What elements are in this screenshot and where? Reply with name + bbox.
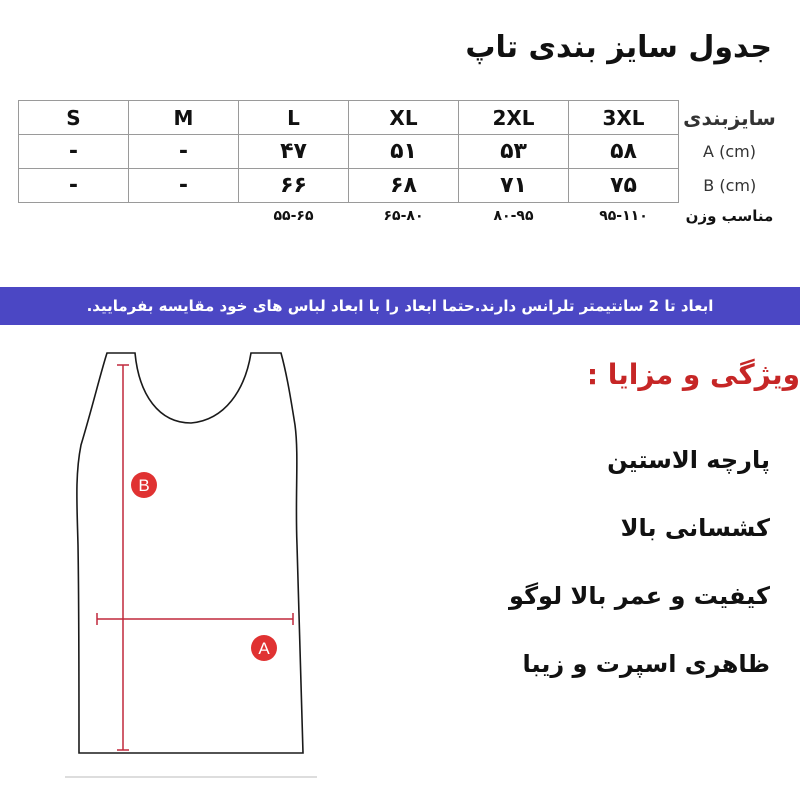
row-label-a: A (cm)	[703, 142, 756, 161]
marker-a-label: A	[258, 639, 270, 658]
weight-cell: ۶۵-۸۰	[383, 208, 424, 224]
tank-top-diagram	[55, 345, 335, 785]
marker-b-label: B	[138, 476, 150, 495]
row-label-b: B (cm)	[703, 176, 757, 195]
size-column-label: سایزبندی	[683, 105, 776, 130]
size-header: S	[19, 101, 129, 135]
size-header: 2XL	[459, 101, 569, 135]
tolerance-banner: ابعاد تا 2 سانتیمتر تلرانس دارند.حتما ابعاد را با ابعاد لباس های خود مقایسه بفرمایید.	[0, 287, 800, 325]
size-header: XL	[349, 101, 459, 135]
size-header: M	[129, 101, 239, 135]
features-heading: ویژگی و مزایا :	[586, 358, 800, 391]
table-cell: ۷۱	[459, 169, 569, 203]
feature-item: کشسانی بالا	[620, 514, 770, 542]
size-table	[18, 100, 781, 229]
weight-label: مناسب وزن	[685, 206, 774, 225]
table-cell: ۶۶	[239, 169, 349, 203]
table-cell: -	[19, 135, 129, 169]
table-cell: ۵۸	[569, 135, 679, 169]
table-cell: ۶۸	[349, 169, 459, 203]
weight-cell: ۹۵-۱۱۰	[599, 208, 648, 224]
weight-cell: ۵۵-۶۵	[273, 208, 314, 224]
page-title: جدول سایز بندی تاپ	[465, 30, 772, 65]
table-cell: -	[129, 135, 239, 169]
features-list	[390, 440, 770, 712]
table-cell: ۵۳	[459, 135, 569, 169]
feature-item: ظاهری اسپرت و زیبا	[522, 650, 770, 678]
feature-item: کیفیت و عمر بالا لوگو	[509, 582, 770, 610]
size-header: L	[239, 101, 349, 135]
size-header: 3XL	[569, 101, 679, 135]
table-row	[19, 135, 781, 169]
table-cell: ۷۵	[569, 169, 679, 203]
feature-item: پارچه الاستین	[607, 446, 770, 474]
table-cell: ۴۷	[239, 135, 349, 169]
table-row	[19, 169, 781, 203]
table-header-row	[19, 101, 781, 135]
weight-cell	[129, 203, 239, 230]
weight-cell	[19, 203, 129, 230]
tank-top-outline	[77, 353, 303, 753]
table-cell: -	[129, 169, 239, 203]
table-cell: ۵۱	[349, 135, 459, 169]
weight-row	[19, 203, 781, 230]
weight-cell: ۸۰-۹۵	[493, 208, 534, 224]
table-cell: -	[19, 169, 129, 203]
